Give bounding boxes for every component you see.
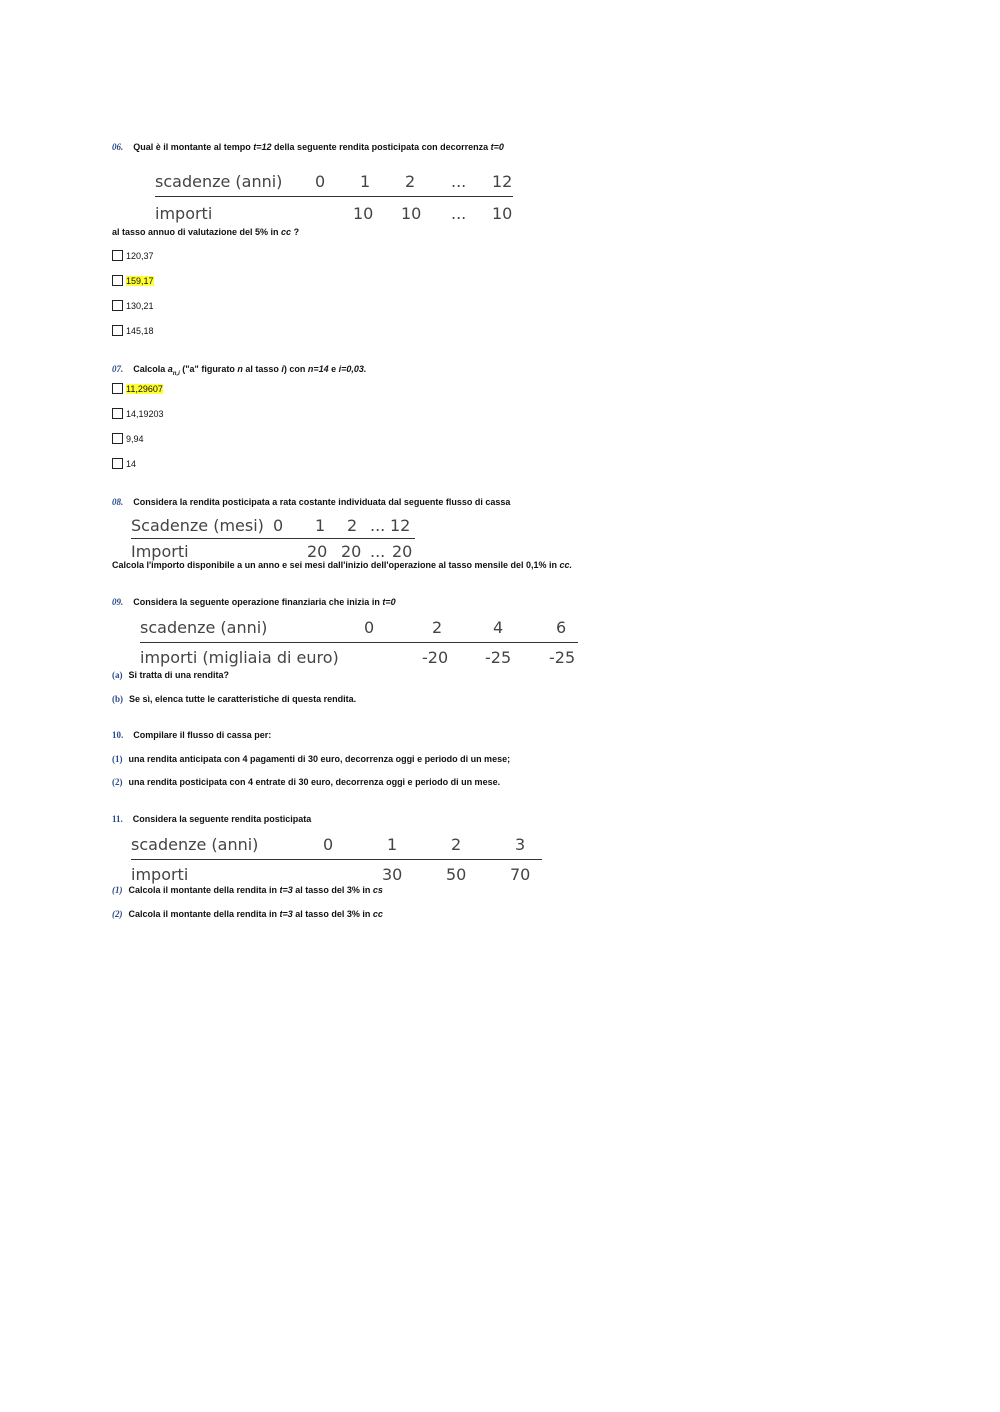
table-cell: -20 xyxy=(422,648,449,667)
table-cell: 1 xyxy=(360,172,371,191)
table-cell: 6 xyxy=(556,618,567,637)
question-number: 10. xyxy=(112,730,124,740)
table-cell: ... xyxy=(451,172,467,191)
answer-option-07-d[interactable]: 14 xyxy=(112,458,136,469)
question-06: 06. Qual è il montante al tempo t=12 della seguente rendita posticipata con decorrenza t=0 xyxy=(112,142,504,152)
table-row-label: importi (migliaia di euro) xyxy=(140,648,339,667)
checkbox[interactable] xyxy=(112,433,123,444)
checkbox[interactable] xyxy=(112,300,123,311)
table-cell: 50 xyxy=(446,865,467,884)
table-row-label: importi xyxy=(131,865,189,884)
question-11-part-2: (2) Calcola il montante della rendita in t=3 al tasso del 3% in cc xyxy=(112,909,383,919)
answer-option-06-d[interactable]: 145,18 xyxy=(112,325,154,336)
question-11-part-1: (1) Calcola il montante della rendita in t=3 al tasso del 3% in cs xyxy=(112,885,383,895)
table-cell: 20 xyxy=(307,542,328,561)
cashflow-table-06 xyxy=(155,168,515,228)
question-09-part-b: (b) Se sì, elenca tutte le caratteristiche di questa rendita. xyxy=(112,694,357,704)
table-header-label: scadenze (anni) xyxy=(131,835,259,854)
question-10-part-2: (2) una rendita posticipata con 4 entrate di 30 euro, decorrenza oggi e periodo di un mese. xyxy=(112,777,501,787)
checkbox[interactable] xyxy=(112,458,123,469)
question-number: 06. xyxy=(112,142,124,152)
table-cell: -25 xyxy=(549,648,576,667)
question-number: 11. xyxy=(112,814,123,824)
table-cell: 12 xyxy=(390,516,411,535)
question-06-continuation: al tasso annuo di valutazione del 5% in cc ? xyxy=(112,227,300,237)
table-cell: 4 xyxy=(493,618,504,637)
table-cell: 3 xyxy=(515,835,526,854)
cashflow-table-11 xyxy=(131,832,551,887)
answer-option-07-a[interactable] xyxy=(112,383,163,394)
table-cell: 30 xyxy=(382,865,403,884)
table-cell: 12 xyxy=(492,172,513,191)
table-row-label: importi xyxy=(155,204,213,223)
question-08: 08. Considera la rendita posticipata a rata costante individuata dal seguente flusso di cassa xyxy=(112,497,511,507)
question-09: 09. Considera la seguente operazione finanziaria che inizia in t=0 xyxy=(112,597,396,607)
question-number: 09. xyxy=(112,597,124,607)
table-cell: 0 xyxy=(315,172,326,191)
table-cell: 20 xyxy=(392,542,413,561)
table-cell: ... xyxy=(451,204,467,223)
question-08-continuation: Calcola l'importo disponibile a un anno e sei mesi dall'inizio dell'operazione al tasso mensile del 0,1% in cc. xyxy=(112,560,573,570)
table-cell: 2 xyxy=(432,618,443,637)
table-cell: 10 xyxy=(353,204,374,223)
answer-option-06-a[interactable]: 120,37 xyxy=(112,250,154,261)
table-divider xyxy=(155,196,513,197)
checkbox[interactable] xyxy=(112,325,123,336)
question-number: 07. xyxy=(112,364,124,374)
table-header-label: scadenze (anni) xyxy=(140,618,268,637)
table-cell: 0 xyxy=(273,516,284,535)
table-divider xyxy=(140,642,578,643)
table-cell: 1 xyxy=(315,516,326,535)
checkbox[interactable] xyxy=(112,275,123,286)
table-cell: 2 xyxy=(405,172,416,191)
table-header-label: scadenze (anni) xyxy=(155,172,283,191)
highlighted-answer: 159,17 xyxy=(126,275,154,286)
table-cell: ... xyxy=(370,516,386,535)
question-number: 08. xyxy=(112,497,124,507)
table-cell: 20 xyxy=(341,542,362,561)
table-cell: -25 xyxy=(485,648,512,667)
table-cell: ... xyxy=(370,542,386,561)
checkbox[interactable] xyxy=(112,408,123,419)
answer-option-06-c[interactable]: 130,21 xyxy=(112,300,154,311)
table-cell: 70 xyxy=(510,865,531,884)
question-10: 10. Compilare il flusso di cassa per: xyxy=(112,730,272,740)
answer-option-07-c[interactable]: 9,94 xyxy=(112,433,144,444)
table-cell: 0 xyxy=(364,618,375,637)
question-10-part-1: (1) una rendita anticipata con 4 pagamenti di 30 euro, decorrenza oggi e periodo di un mese; xyxy=(112,754,511,764)
table-divider xyxy=(131,538,415,539)
table-cell: 10 xyxy=(401,204,422,223)
table-divider xyxy=(131,859,542,860)
table-cell: 2 xyxy=(347,516,358,535)
answer-option-06-b[interactable] xyxy=(112,275,154,286)
table-row-label: Importi xyxy=(131,542,189,561)
checkbox[interactable] xyxy=(112,250,123,261)
question-11: 11. Considera la seguente rendita posticipata xyxy=(112,814,312,824)
table-cell: 0 xyxy=(323,835,334,854)
table-header-label: Scadenze (mesi) xyxy=(131,516,264,535)
table-cell: 10 xyxy=(492,204,513,223)
highlighted-answer: 11,29607 xyxy=(126,383,163,394)
table-cell: 1 xyxy=(387,835,398,854)
cashflow-table-09 xyxy=(140,615,585,670)
checkbox[interactable] xyxy=(112,383,123,394)
cashflow-table-08 xyxy=(131,513,421,563)
answer-option-07-b[interactable]: 14,19203 xyxy=(112,408,164,419)
question-09-part-a: (a) Si tratta di una rendita? xyxy=(112,670,230,680)
table-cell: 2 xyxy=(451,835,462,854)
question-07: 07. Calcola $a_{n,i}$ ("a" figurato n al tasso i) con n=14 e i=0,03. xyxy=(112,364,367,377)
